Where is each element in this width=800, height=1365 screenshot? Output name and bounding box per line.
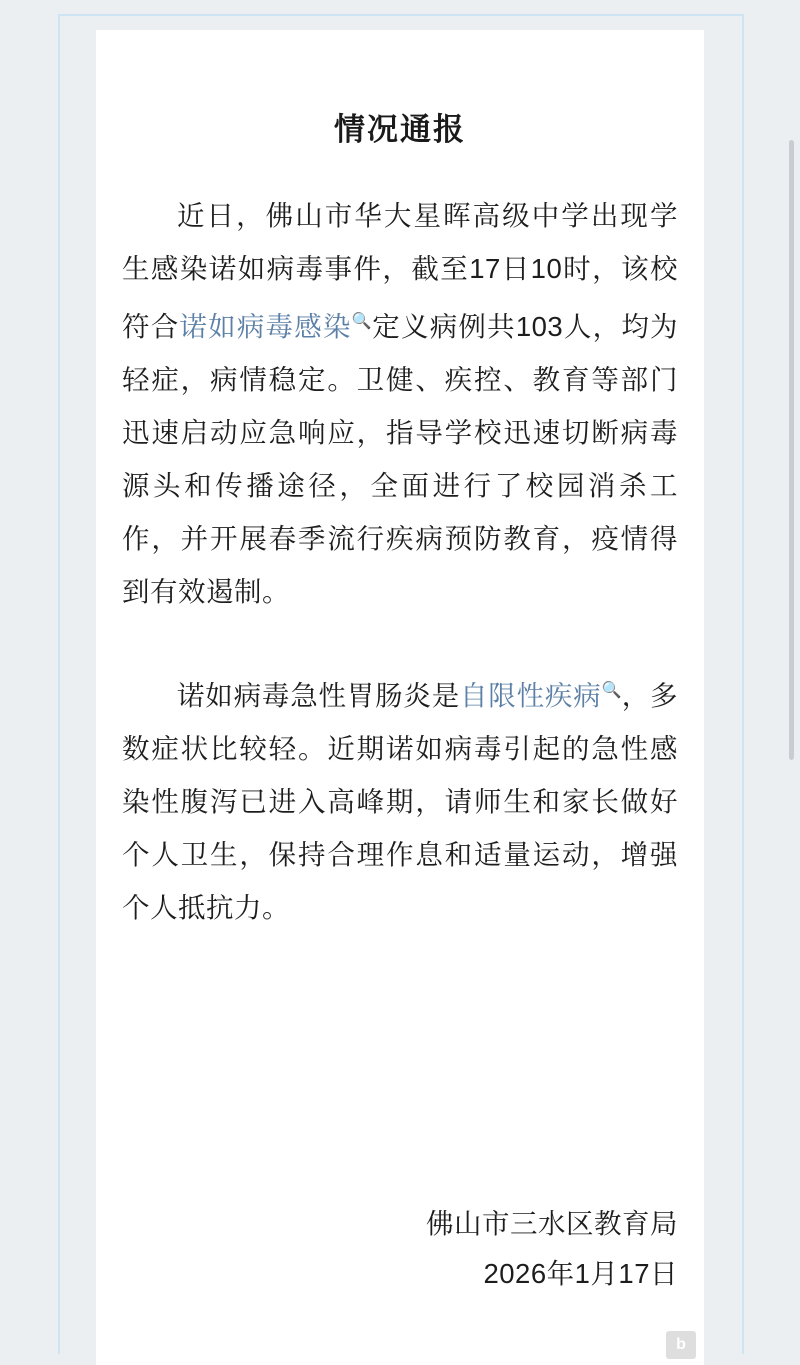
- paragraph-one-text-part1: 近日，佛山市华大星晖高级中学出现学生感染诺如病毒事件，截至17日10时，该校符合: [122, 200, 678, 343]
- signature-block: [426, 1199, 678, 1299]
- signature-date: 2026年1月17日: [483, 1258, 678, 1289]
- document-body: [96, 30, 704, 1365]
- page-title: 情况通报: [334, 112, 466, 147]
- link-self-limiting-disease[interactable]: 自限性疾病: [460, 680, 602, 712]
- paragraph-two-text-part1: 诺如病毒急性胃肠炎是: [177, 680, 460, 712]
- paragraph-two-text-part2: ，多数症状比较轻。近期诺如病毒引起的急性感染性腹泻已进入高峰期，请师生和家长做好个人卫生，保持合理作息和适量运动，增强个人抵抗力。: [122, 680, 679, 924]
- watermark-badge: b: [666, 1331, 696, 1359]
- link-norovirus-infection[interactable]: 诺如病毒感染: [179, 311, 352, 343]
- paragraph-one: [122, 189, 678, 618]
- vertical-scrollbar[interactable]: [789, 140, 794, 760]
- search-icon[interactable]: 🔍: [351, 313, 373, 330]
- paragraph-one-text-part2: 定义病例共103人，均为轻症，病情稳定。卫健、疾控、教育等部门迅速启动应急响应，指导学校迅速切断病毒源头和传播途径，全面进行了校园消杀工作，并开展春季流行疾病预防教育，疫情得到有效遏制。: [122, 311, 679, 608]
- signature-issuer: 佛山市三水区教育局: [426, 1208, 678, 1239]
- search-icon[interactable]: 🔍: [601, 682, 622, 700]
- paragraph-two: [122, 664, 678, 934]
